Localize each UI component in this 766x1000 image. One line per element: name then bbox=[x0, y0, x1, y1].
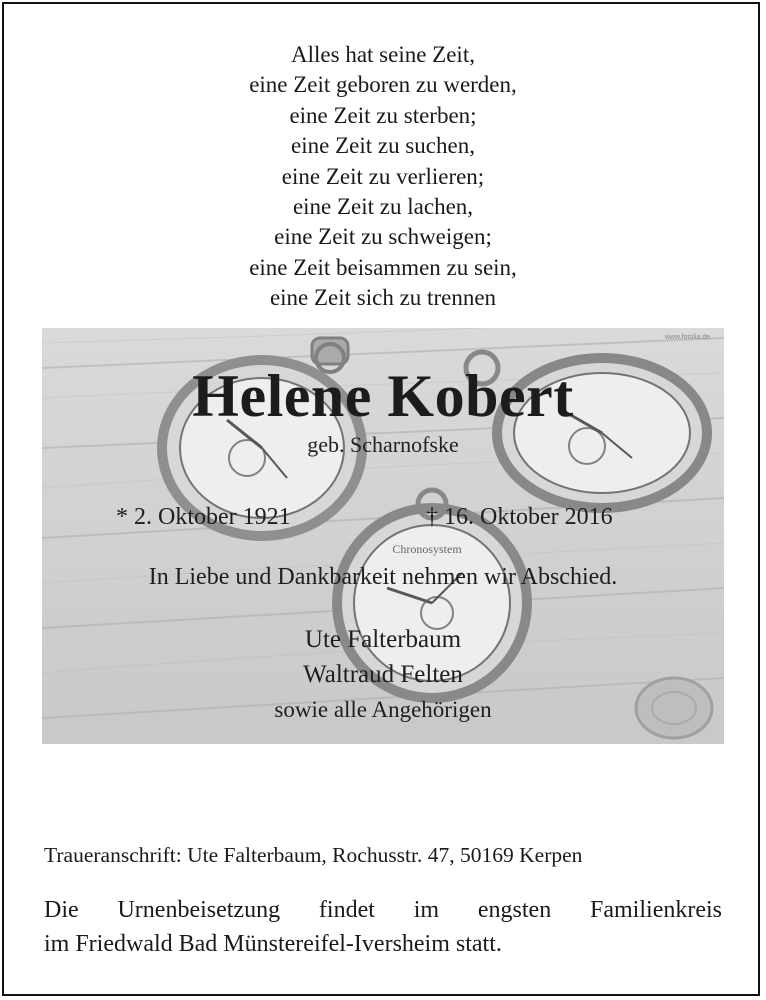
mourning-address: Traueranschrift: Ute Falterbaum, Rochusstr. 47, 50169 Kerpen bbox=[44, 843, 583, 867]
poem bbox=[0, 40, 766, 314]
mourners-list bbox=[42, 622, 724, 727]
deceased-name: Helene Kobert bbox=[192, 363, 574, 429]
poem-line: eine Zeit zu schweigen; bbox=[274, 224, 492, 250]
death-date: † 16. Oktober 2016 bbox=[426, 504, 613, 530]
poem-line: eine Zeit beisammen zu sein, bbox=[249, 254, 517, 280]
poem-line: eine Zeit sich zu trennen bbox=[269, 285, 497, 311]
poem-line: eine Zeit zu lachen, bbox=[292, 194, 474, 220]
poem-line: eine Zeit zu verlieren; bbox=[281, 163, 485, 189]
pocket-watches-photo bbox=[42, 328, 724, 744]
mourner-name: Waltraud Felten bbox=[303, 661, 463, 688]
mourner-name: Ute Falterbaum bbox=[304, 626, 462, 653]
clock-face-text: Chronosystem bbox=[392, 542, 462, 556]
poem-line: eine Zeit geboren zu werden, bbox=[249, 72, 517, 98]
poem-line: eine Zeit zu sterben; bbox=[289, 102, 477, 128]
burial-line: im Friedwald Bad Münstereifel-Iversheim statt. bbox=[44, 931, 502, 957]
obituary-overlay bbox=[42, 328, 724, 744]
poem-line: Alles hat seine Zeit, bbox=[291, 42, 475, 67]
image-credit: www.fotolia.de bbox=[664, 334, 710, 341]
birth-date: * 2. Oktober 1921 bbox=[116, 504, 291, 530]
burial-line: Die Urnenbeisetzung findet im engsten Familienkreis bbox=[44, 897, 722, 923]
poem-line: eine Zeit zu suchen, bbox=[291, 133, 475, 159]
burial-notice bbox=[44, 893, 722, 961]
farewell-text: In Liebe und Dankbarkeit nehmen wir Abschied. bbox=[148, 564, 618, 590]
mourner-relatives: sowie alle Angehörigen bbox=[274, 697, 492, 722]
maiden-name: geb. Scharnofske bbox=[307, 432, 459, 457]
